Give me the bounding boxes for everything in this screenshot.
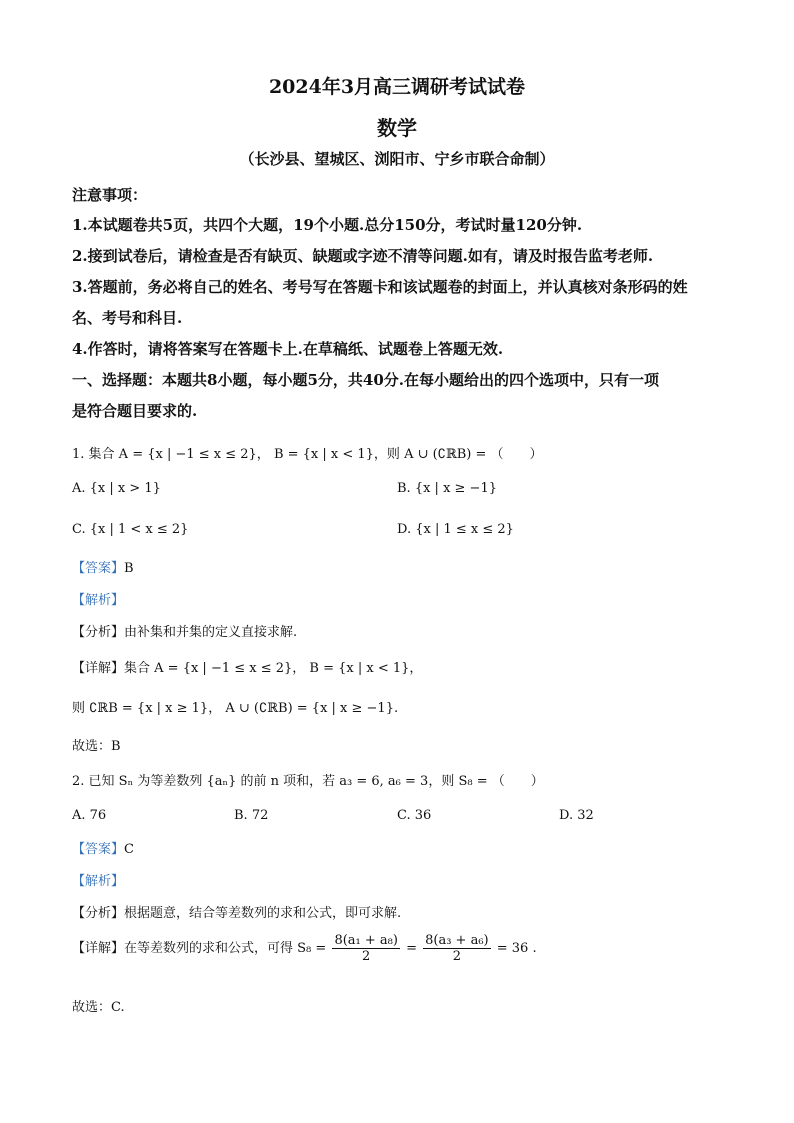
q1-option-a: A. {x | x > 1}: [72, 481, 161, 496]
q2-option-b: B. 72: [234, 808, 269, 823]
fraction-2: [423, 933, 491, 964]
answer-tag: 【答案】: [72, 561, 125, 576]
fraction-2-numerator: 8(a₃ + a₆): [425, 933, 489, 948]
analysis-tag: 【解析】: [72, 874, 125, 889]
q1-option-b: B. {x | x ≥ −1}: [397, 481, 497, 496]
fraction-2-denominator: 2: [452, 949, 462, 964]
notice-item: 3.答题前，务必将自己的姓名、考号写在答题卡和该试题卷的封面上，并认真核对条形码的姓: [72, 278, 688, 296]
answer-tag: 【答案】: [72, 842, 125, 857]
section-heading-cont: 是符合题目要求的.: [72, 402, 198, 420]
q1-analysis-line: [72, 589, 124, 608]
exam-subtitle: （长沙县、望城区、浏阳市、宁乡市联合命制）: [239, 150, 555, 168]
fenxi-tag: 【分析】: [72, 625, 125, 640]
equals-sign: =: [406, 941, 417, 956]
notice-heading: 注意事项：: [72, 186, 148, 204]
xiangjie-tag: 【详解】: [72, 941, 125, 956]
q1-xiangjie-line: [72, 657, 422, 676]
fraction-1-denominator: 2: [362, 949, 371, 964]
q1-xiangjie-cont: 则 ∁ℝB = {x | x ≥ 1}， A ∪ (∁ℝB) = {x | x ≥ −1}.: [72, 701, 399, 716]
exam-title: 2024年3月高三调研考试试卷: [268, 76, 526, 98]
q2-fenxi-line: [72, 902, 401, 921]
q2-stem: 2. 已知 Sₙ 为等差数列 {aₙ} 的前 n 项和，若 a₃ = 6, a₆ = 3，则 S₈ = （ ）: [72, 774, 544, 789]
notice-item: 2.接到试卷后，请检查是否有缺页、缺题或字迹不清等问题.如有，请及时报告监考老师.: [72, 247, 654, 265]
q2-xiangjie-line: [72, 933, 537, 964]
notice-item: 名、考号和科目.: [72, 309, 183, 327]
fraction-1-numerator: 8(a₁ + a₈): [334, 933, 398, 948]
fraction-1: [332, 933, 400, 964]
xiangjie-tag: 【详解】: [72, 661, 125, 676]
q2-answer: C: [124, 842, 134, 857]
q1-conclusion: 故选：B: [72, 739, 121, 754]
q1-stem: 1. 集合 A = {x | −1 ≤ x ≤ 2}， B = {x | x < 1}，则 A ∪ (∁ℝB) = （ ）: [72, 447, 543, 462]
q2-fenxi: 根据题意，结合等差数列的求和公式，即可求解.: [124, 906, 402, 921]
q1-fenxi-line: [72, 621, 297, 640]
q2-analysis-line: [72, 870, 124, 889]
notice-item: 1.本试题卷共5页，共四个大题，19个小题.总分150分，考试时量120分钟.: [72, 216, 583, 234]
subject-title: 数学: [377, 116, 417, 140]
q1-fenxi: 由补集和并集的定义直接求解.: [124, 625, 298, 640]
q1-option-d: D. {x | 1 ≤ x ≤ 2}: [397, 522, 514, 537]
q1-option-c: C. {x | 1 < x ≤ 2}: [72, 522, 189, 537]
q2-result: = 36 .: [496, 941, 537, 956]
analysis-tag: 【解析】: [72, 593, 125, 608]
q1-xiangjie: 集合 A = {x | −1 ≤ x ≤ 2}， B = {x | x < 1}，: [124, 661, 423, 676]
notice-item: 4.作答时，请将答案写在答题卡上.在草稿纸、试题卷上答题无效.: [72, 340, 504, 358]
q2-option-c: C. 36: [397, 808, 432, 823]
q2-answer-line: [72, 838, 134, 857]
q2-option-a: A. 76: [72, 808, 107, 823]
q1-answer: B: [124, 561, 134, 576]
fenxi-tag: 【分析】: [72, 906, 125, 921]
q2-option-d: D. 32: [559, 808, 594, 823]
section-heading: 一、选择题：本题共8小题，每小题5分，共40分.在每小题给出的四个选项中，只有一项: [72, 371, 659, 389]
q1-answer-line: [72, 557, 134, 576]
q2-xiangjie-text: 在等差数列的求和公式，可得 S₈ =: [124, 941, 327, 956]
q2-conclusion: 故选：C.: [72, 1000, 125, 1015]
